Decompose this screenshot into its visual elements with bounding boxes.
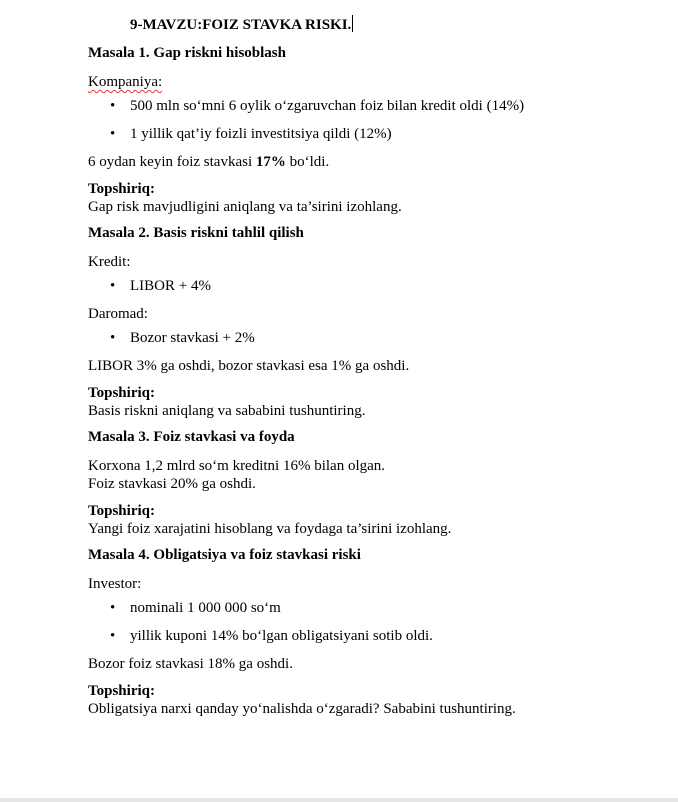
problem-3-heading: Masala 3. Foiz stavkasi va foyda — [88, 429, 295, 445]
problem-3-line-2: Foiz stavkasi 20% ga oshdi. — [88, 476, 256, 492]
problem-2-credit-list — [88, 277, 648, 295]
document-body — [88, 14, 648, 718]
problem-2-credit-label: Kredit: — [88, 254, 131, 270]
list-item-text: nominali 1 000 000 so‘m — [130, 600, 281, 616]
text-cursor — [352, 15, 353, 32]
list-item-text: yillik kuponi 14% bo‘lgan obligatsiyani sotib oldi. — [130, 628, 433, 644]
list-item-text: 1 yillik qat’iy foizli investitsiya qildi (12%) — [130, 126, 392, 142]
list-item — [88, 97, 648, 115]
problem-3-task-text: Yangi foiz xarajatini hisoblang va foydaga ta’sirini izohlang. — [88, 521, 452, 537]
list-item — [88, 277, 648, 295]
list-item — [88, 329, 648, 347]
problem-1-rate-change — [88, 153, 648, 171]
problem-3-line-1: Korxona 1,2 mlrd so‘m kreditni 16% bilan olgan. — [88, 458, 386, 474]
title-text: 9-MAVZU:FOIZ STAVKA RISKI. — [130, 17, 352, 33]
problem-2-heading: Masala 2. Basis riskni tahlil qilish — [88, 225, 304, 241]
document-title — [130, 14, 648, 36]
problem-4-task-text: Obligatsiya narxi qanday yo‘nalishda o‘zgaradi? Sababini tushuntiring. — [88, 701, 516, 717]
list-item-text: 500 mln so‘mni 6 oylik o‘zgaruvchan foiz bilan kredit oldi (14%) — [130, 98, 525, 114]
problem-1-task-text: Gap risk mavjudligini aniqlang va ta’sirini izohlang. — [88, 199, 402, 215]
bullet-icon: • — [110, 278, 116, 294]
list-item-text: Bozor stavkasi + 2% — [130, 330, 255, 346]
problem-4-task-label: Topshiriq: — [88, 683, 155, 699]
problem-2-rate-change: LIBOR 3% ga oshdi, bozor stavkasi esa 1% ga oshdi. — [88, 358, 410, 374]
page-bottom-border — [0, 798, 678, 802]
problem-1-heading: Masala 1. Gap riskni hisoblash — [88, 45, 286, 61]
rate-change-pre: 6 oydan keyin foiz stavkasi — [88, 154, 256, 170]
problem-3-task-label: Topshiriq: — [88, 503, 155, 519]
bullet-icon: • — [110, 600, 116, 616]
rate-change-value: 17% — [255, 154, 286, 170]
problem-4-heading: Masala 4. Obligatsiya va foiz stavkasi riski — [88, 547, 361, 563]
bullet-icon: • — [110, 330, 116, 346]
list-item — [88, 627, 648, 645]
problem-1-task-label: Topshiriq: — [88, 181, 155, 197]
list-item-text: LIBOR + 4% — [130, 278, 211, 294]
problem-4-investor-label: Investor: — [88, 576, 142, 592]
problem-4-list — [88, 599, 648, 645]
bullet-icon: • — [110, 126, 116, 142]
problem-1-company-label: Kompaniya: — [88, 74, 163, 90]
bullet-icon: • — [110, 98, 116, 114]
list-item — [88, 125, 648, 143]
problem-2-income-label: Daromad: — [88, 306, 148, 322]
problem-4-rate-change: Bozor foiz stavkasi 18% ga oshdi. — [88, 656, 293, 672]
problem-2-task-text: Basis riskni aniqlang va sababini tushuntiring. — [88, 403, 366, 419]
problem-2-task-label: Topshiriq: — [88, 385, 155, 401]
problem-2-income-list — [88, 329, 648, 347]
list-item — [88, 599, 648, 617]
rate-change-post: bo‘ldi. — [285, 154, 330, 170]
problem-1-list — [88, 97, 648, 143]
bullet-icon: • — [110, 628, 116, 644]
